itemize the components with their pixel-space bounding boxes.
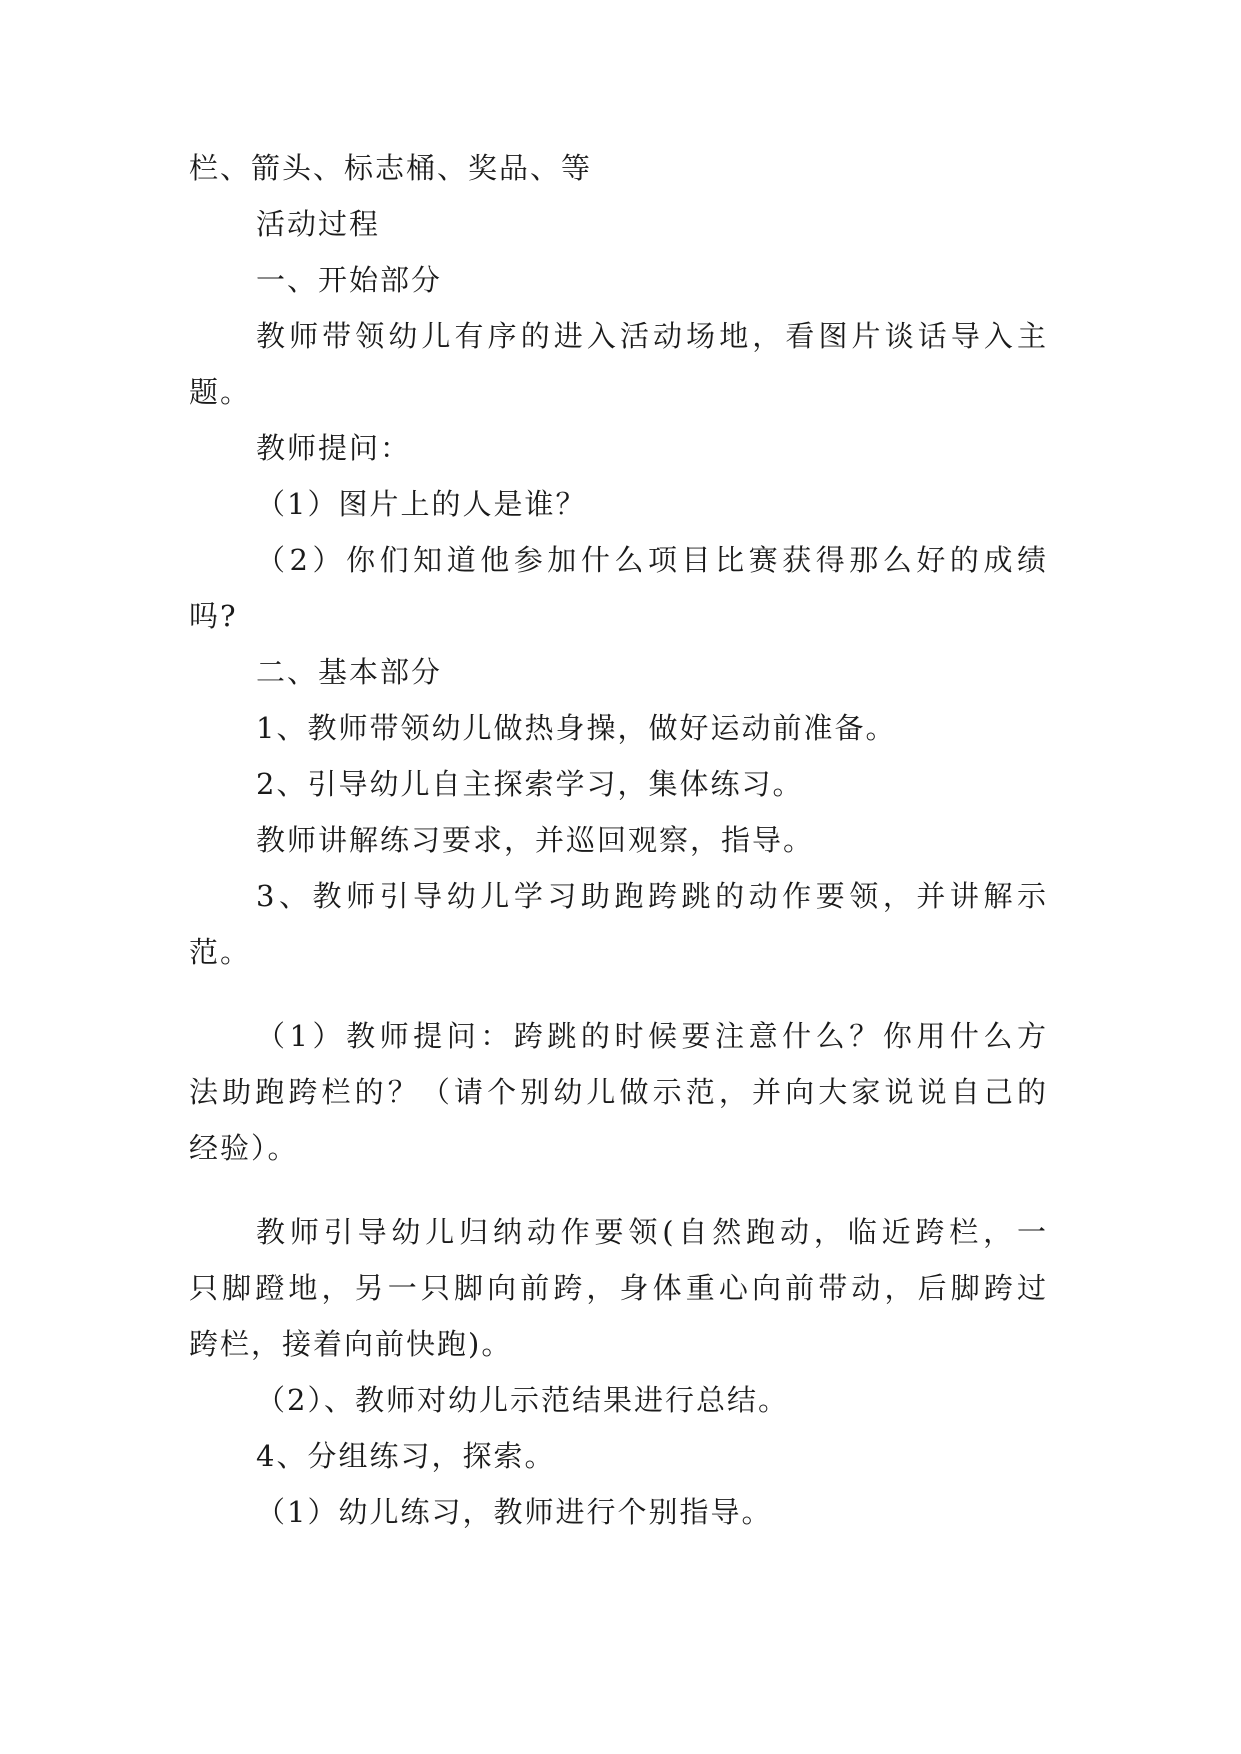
paragraph-line: 法助跑跨栏的？（请个别幼儿做示范，并向大家说说自己的 bbox=[189, 1075, 1048, 1109]
list-item: 范。 bbox=[189, 935, 252, 969]
paragraph-line: 经验）。 bbox=[189, 1131, 299, 1165]
section-heading: 活动过程 bbox=[256, 207, 381, 241]
list-item: （1）图片上的人是谁？ bbox=[256, 487, 587, 521]
paragraph-line: 跨栏，接着向前快跑)。 bbox=[189, 1327, 513, 1361]
paragraph-line: 教师带领幼儿有序的进入活动场地，看图片谈话导入主 bbox=[256, 319, 1048, 353]
list-item: 2、引导幼儿自主探索学习，集体练习。 bbox=[256, 767, 804, 801]
list-item: 4、分组练习，探索。 bbox=[256, 1439, 556, 1473]
paragraph-line: 教师引导幼儿归纳动作要领(自然跑动，临近跨栏，一 bbox=[256, 1215, 1048, 1249]
paragraph-line: 题。 bbox=[189, 375, 252, 409]
list-item: （2）你们知道他参加什么项目比赛获得那么好的成绩 bbox=[256, 543, 1048, 577]
paragraph-line: 教师讲解练习要求，并巡回观察，指导。 bbox=[256, 823, 815, 857]
text-line: 栏、箭头、标志桶、奖品、等 bbox=[189, 151, 593, 185]
paragraph-line: 只脚蹬地，另一只脚向前跨，身体重心向前带动，后脚跨过 bbox=[189, 1271, 1048, 1305]
list-item: （1）教师提问：跨跳的时候要注意什么？你用什么方 bbox=[256, 1019, 1048, 1053]
list-item: （2）、教师对幼儿示范结果进行总结。 bbox=[256, 1383, 789, 1417]
paragraph-line: 教师提问： bbox=[256, 431, 412, 465]
section-heading: 一、开始部分 bbox=[256, 263, 443, 297]
list-item: 1、教师带领幼儿做热身操，做好运动前准备。 bbox=[256, 711, 897, 745]
list-item: （1）幼儿练习，教师进行个别指导。 bbox=[256, 1495, 773, 1529]
list-item: 3、教师引导幼儿学习助跑跨跳的动作要领，并讲解示 bbox=[256, 879, 1048, 913]
section-heading: 二、基本部分 bbox=[256, 655, 443, 689]
list-item: 吗? bbox=[189, 599, 238, 633]
